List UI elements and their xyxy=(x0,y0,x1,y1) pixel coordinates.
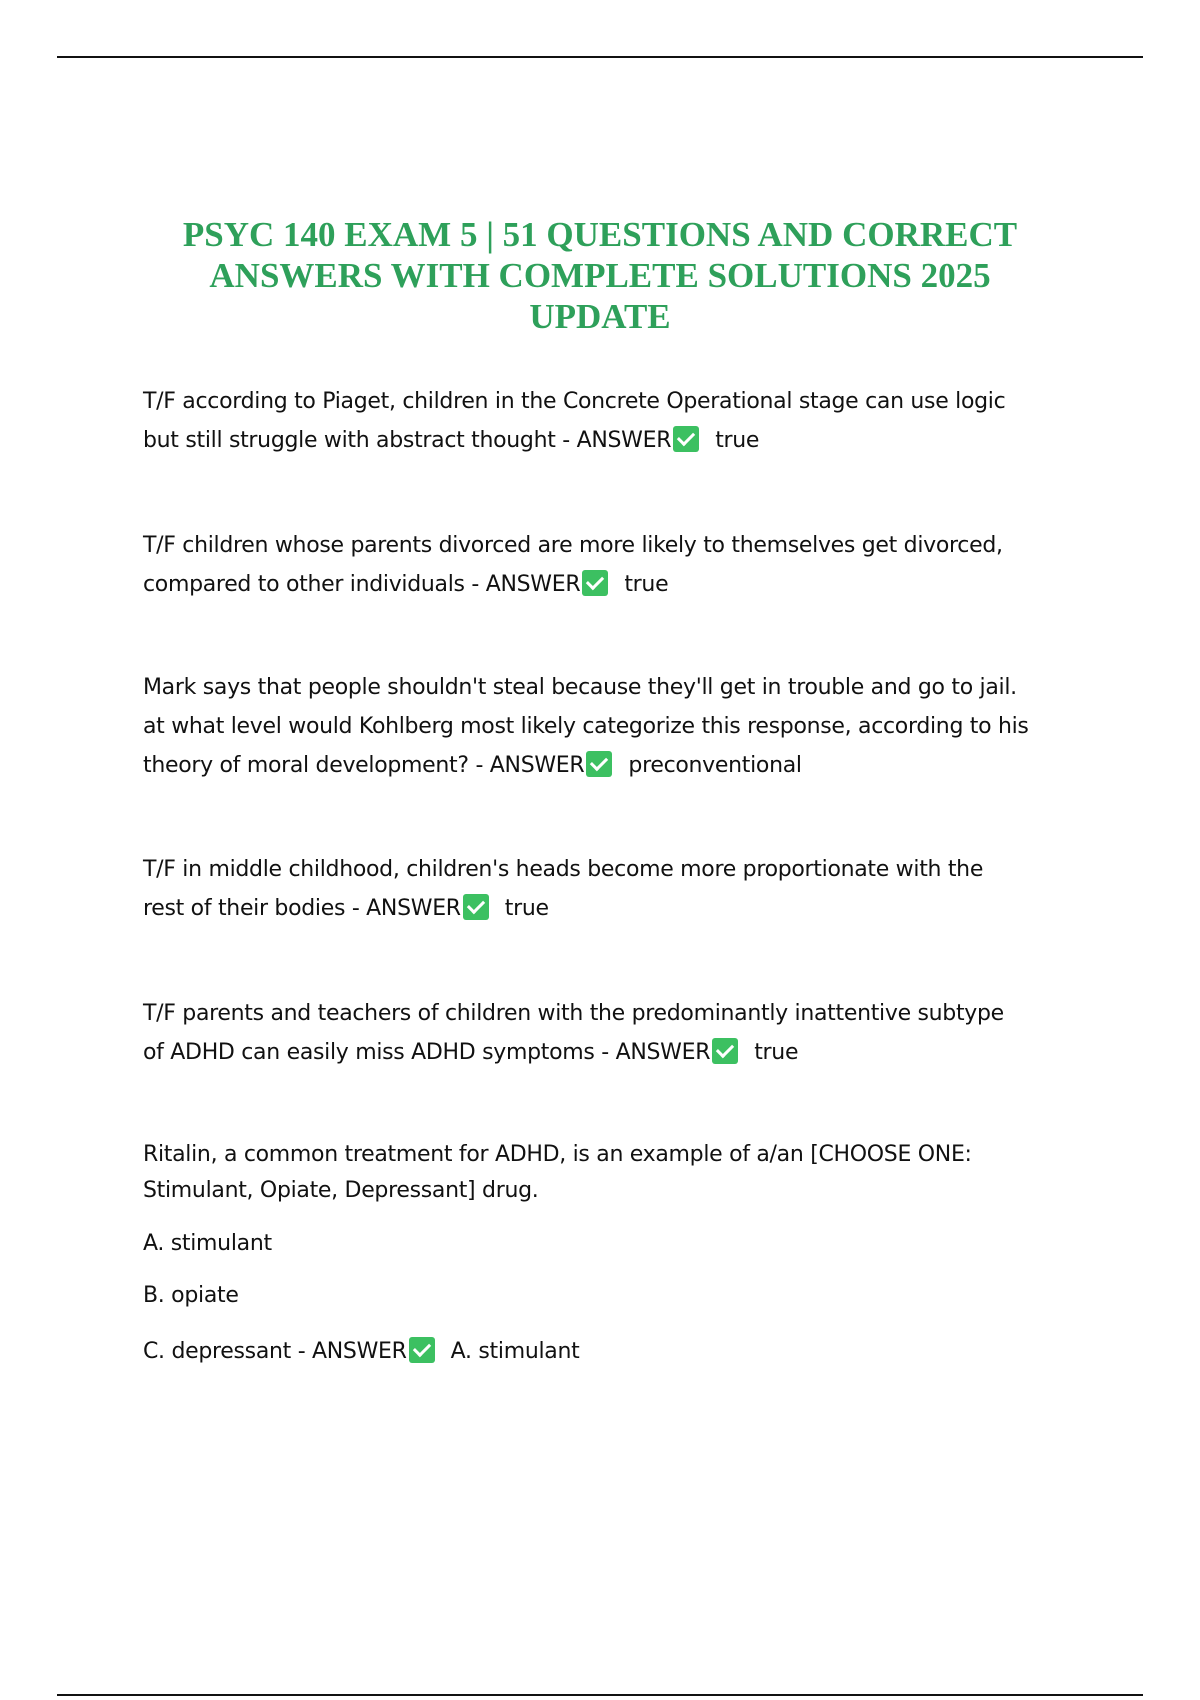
question-4 xyxy=(143,850,1073,928)
option-c: C. depressant xyxy=(143,1339,291,1364)
check-icon xyxy=(463,894,489,920)
answer-label: - ANSWER xyxy=(351,896,461,921)
answer-label: - ANSWER xyxy=(297,1339,407,1364)
question-text: theory of moral development? xyxy=(143,753,469,778)
question-text: but still struggle with abstract thought xyxy=(143,428,556,453)
answer-label: - ANSWER xyxy=(471,572,581,597)
option-a: A. stimulant xyxy=(143,1231,272,1256)
question-text: at what level would Kohlberg most likely categorize this response, according to his xyxy=(143,714,1029,739)
question-text: Ritalin, a common treatment for ADHD, is an example of a/an [CHOOSE ONE: xyxy=(143,1142,972,1167)
title-line-3: UPDATE xyxy=(529,297,671,336)
question-text: of ADHD can easily miss ADHD symptoms xyxy=(143,1040,595,1065)
question-text: Mark says that people shouldn't steal because they'll get in trouble and go to jail. xyxy=(143,675,1017,700)
question-text: Stimulant, Opiate, Depressant] drug. xyxy=(143,1178,539,1203)
question-6 xyxy=(143,1137,1073,1209)
question-3 xyxy=(143,668,1073,785)
check-icon xyxy=(582,570,608,596)
answer-value: true xyxy=(754,1040,799,1065)
top-rule xyxy=(57,56,1143,58)
check-icon xyxy=(712,1038,738,1064)
question-text: rest of their bodies xyxy=(143,896,346,921)
answer-value: true xyxy=(504,896,549,921)
document-title xyxy=(140,214,1060,337)
answer-value: true xyxy=(624,572,669,597)
question-5 xyxy=(143,994,1073,1072)
option-c-with-answer xyxy=(143,1332,579,1371)
question-text: T/F in middle childhood, children's heads become more proportionate with the xyxy=(143,857,984,882)
question-text: compared to other individuals xyxy=(143,572,465,597)
answer-value: preconventional xyxy=(628,753,802,778)
answer-label: - ANSWER xyxy=(562,428,672,453)
title-line-1: PSYC 140 EXAM 5 | 51 QUESTIONS AND CORRECT xyxy=(182,215,1018,254)
question-text: T/F according to Piaget, children in the Concrete Operational stage can use logic xyxy=(143,389,1006,414)
question-2 xyxy=(143,526,1073,604)
answer-value: true xyxy=(715,428,760,453)
question-text: T/F parents and teachers of children with the predominantly inattentive subtype xyxy=(143,1001,1004,1026)
option-b: B. opiate xyxy=(143,1283,239,1308)
answer-value: A. stimulant xyxy=(450,1339,580,1364)
bottom-rule xyxy=(57,1694,1143,1696)
question-1 xyxy=(143,382,1073,460)
title-line-2: ANSWERS WITH COMPLETE SOLUTIONS 2025 xyxy=(209,256,991,295)
question-text: T/F children whose parents divorced are more likely to themselves get divorced, xyxy=(143,533,1003,558)
answer-label: - ANSWER xyxy=(475,753,585,778)
check-icon xyxy=(673,426,699,452)
answer-label: - ANSWER xyxy=(601,1040,711,1065)
check-icon xyxy=(586,751,612,777)
check-icon xyxy=(409,1337,435,1363)
